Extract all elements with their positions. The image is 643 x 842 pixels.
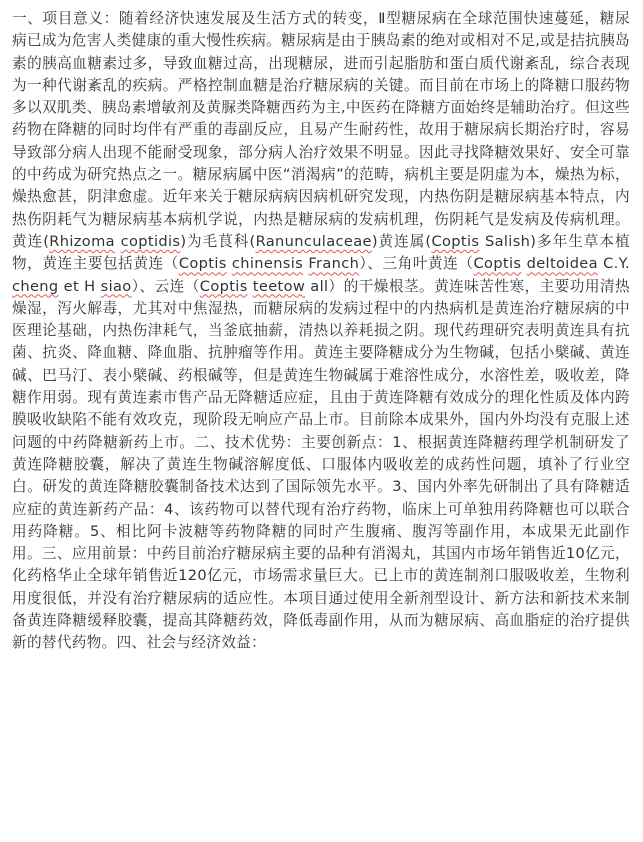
latin-name-deltoidea: deltoidea: [526, 255, 598, 273]
latin-name-cheng: cheng: [12, 277, 59, 295]
text-run: ）、三角叶黄连（: [359, 255, 474, 273]
text-run: 一、项目意义：随着经济快速发展及生活方式的转变，Ⅱ型糖尿病在全球范围快速蔓延，糖尿病已成为危害人类健康的重大慢性疾病。糖尿病是由于胰岛素的绝对或相对不足,或是拮抗胰岛素的胰高血糖素过多，导致血糖过高，出现糖尿，进而引起脂肪和蛋白质代谢紊乱，综合表现为一种代谢紊乱的疾病。严格控制血糖是治疗糖尿病的关键。而目前在市场上的降糖口服药物多以双肌类、胰岛素增敏剂及黄脲类降糖西药为主,中医药在降糖方面始终是辅助治疗。但这些药物在降糖的同时均伴有严重的毒副反应，且易产生耐药性，故用于糖尿病长期治疗时，容易导致部分病人出现不能耐受现象，部分病人治疗效果不明显。因此寻找降糖效果好、安全可靠的中药成为研究热点之一。糖尿病属中医“消渴病”的范畴，病机主要是阴虚为本，燥热为标，燥热愈甚，阴津愈虚。近年来关于糖尿病病因病机研究发现，内热伤阴是糖尿病基本特点，内热伤阴耗气为糖尿病基本病机学说，内热是糖尿病的发病机理，伤阴耗气是发病及传病机理。黄连(: [12, 10, 630, 250]
latin-name-coptis: Coptis: [473, 255, 522, 273]
article-paragraph: [12, 8, 630, 655]
latin-name-coptis: Coptis: [199, 277, 248, 295]
latin-name-rhizoma: Rhizoma: [49, 232, 115, 250]
text-run: ）、云连（: [131, 277, 200, 295]
text-run: C.Y.: [597, 255, 630, 273]
text-run: )黄连属(: [371, 232, 432, 250]
text-run: all）的干燥根茎。黄连味苦性寒，主要功用清热燥湿，泻火解毒，尤其对中焦湿热，而糖尿病的发病过程中的内热病机是黄连治疗糖尿病的中医理论基础，内热伤津耗气，当釜底抽薪，清热以养耗损之阴。现代药理研究表明黄连具有抗菌、抗炎、降血糖、降血脂、抗肿瘤等作用。黄连主要降糖成分为生物碱，包括小檗碱、黄连碱、巴马汀、表小檗碱、药根碱等，但是黄连生物碱属于难溶性成分，水溶性差，吸收差，降糖作用弱。现有黄连素市售产品无降糖适应症，且由于黄连降糖有效成分的理化性质及体内跨膜吸收缺陷不能有效攻克，现阶段无响应产品上市。目前除本成果外，国内外均没有克服上述问题的中药降糖新药上市。二、技术优势：主要创新点：1、根据黄连降糖药理学机制研发了黄连降糖胶囊，解决了黄连生物碱溶解度低、口服体内吸收差的成药性问题，填补了行业空白。研发的黄连降糖胶囊制备技术达到了国际领先水平。3、国内外率先研制出了具有降糖适应症的黄连新药产品：4、该药物可以替代现有治疗药物，临床上可单独用药降糖也可以联合用药降糖。5、相比阿卡波糖等药物降糖的同时产生腹痛、腹泻等副作用，本成果无此副作用。三、应用前景：中药目前治疗糖尿病主要的品种有消渴丸，其国内市场年销售近10亿元，化药格华止全球年销售近120亿元，市场需求量巨大。已上市的黄连制剂口服吸收差，生物利用度很低，并没有治疗糖尿病的适应性。本项目通过使用全新剂型设计、新方法和新技术来制备黄连降糖缓释胶囊，提高其降糖药效，降低毒副作用，从而为糖尿病、高血脂症的治疗提供新的替代药物。四、社会与经济效益：: [12, 277, 630, 652]
text-run: Salish)多年生草本植物，黄连主要包括黄连（: [12, 232, 630, 273]
latin-name-franch: Franch: [308, 255, 360, 273]
latin-name-siao: siao: [100, 277, 132, 295]
latin-name-ranunculaceae: Ranunculaceae: [255, 232, 372, 250]
latin-name-teetow: teetow: [252, 277, 306, 295]
text-run: )为毛茛科(: [180, 232, 256, 250]
latin-name-coptis: Coptis: [431, 232, 480, 250]
text-run: et H: [58, 277, 101, 295]
latin-name-coptis: Coptis: [178, 255, 227, 273]
latin-name-chinensis: chinensis: [231, 255, 304, 273]
latin-name-coptidis: coptidis: [120, 232, 181, 250]
